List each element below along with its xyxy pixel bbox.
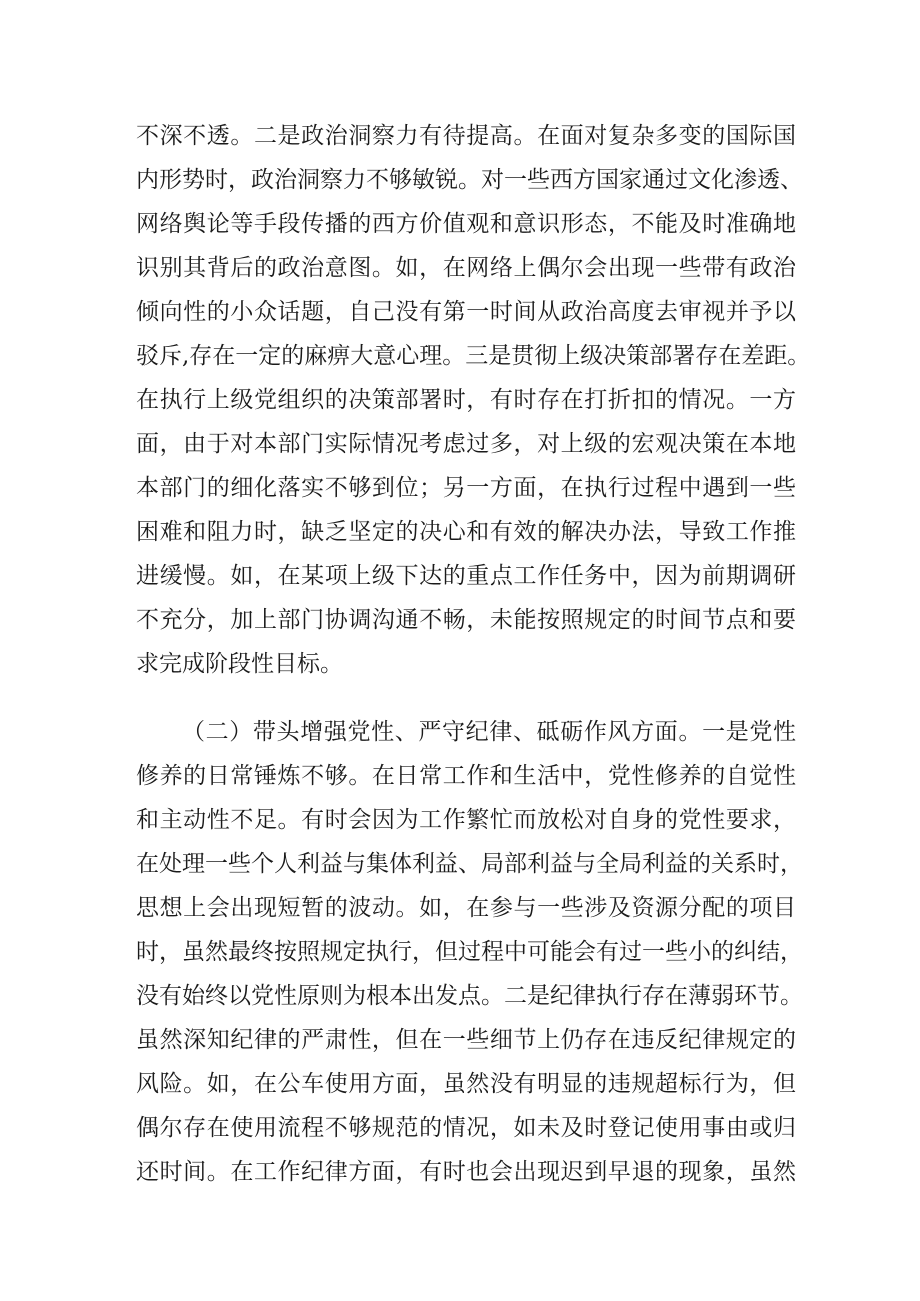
text-line: 还时间。在工作纪律方面，有时也会出现迟到早退的现象，虽然 <box>136 1159 796 1185</box>
text-line: 网络舆论等手段传播的西方价值观和意识形态，不能及时准确地 <box>136 211 796 237</box>
text-line: 时，虽然最终按照规定执行，但过程中可能会有过一些小的纠结， <box>136 939 803 965</box>
text-line: 在执行上级党组织的决策部署时，有时存在打折扣的情况。一方 <box>136 387 796 413</box>
text-line: 进缓慢。如，在某项上级下达的重点工作任务中，因为前期调研 <box>136 563 796 589</box>
section-heading-line: （二）带头增强党性、严守纪律、砥砺作风方面。一是党性 <box>182 719 796 745</box>
paragraph-1 <box>136 114 811 686</box>
text-line: 内形势时，政治洞察力不够敏锐。对一些西方国家通过文化渗透、 <box>136 167 803 193</box>
text-line: 思想上会出现短暂的波动。如，在参与一些涉及资源分配的项目 <box>136 895 796 921</box>
paragraph-2 <box>136 710 803 1194</box>
text-line: 本部门的细化落实不够到位；另一方面，在执行过程中遇到一些 <box>136 475 796 501</box>
text-line: 在处理一些个人利益与集体利益、局部利益与全局利益的关系时， <box>136 851 803 877</box>
text-line: 识别其背后的政治意图。如，在网络上偶尔会出现一些带有政治 <box>136 255 796 281</box>
text-line: 没有始终以党性原则为根本出发点。二是纪律执行存在薄弱环节。 <box>136 983 803 1009</box>
paragraph-gap <box>136 686 796 710</box>
text-line: 不充分，加上部门协调沟通不畅，未能按照规定的时间节点和要 <box>136 607 796 633</box>
text-line: 修养的日常锤炼不够。在日常工作和生活中，党性修养的自觉性 <box>136 763 796 789</box>
text-line: 和主动性不足。有时会因为工作繁忙而放松对自身的党性要求， <box>136 807 796 833</box>
text-line: 困难和阻力时，缺乏坚定的决心和有效的解决办法，导致工作推 <box>136 519 796 545</box>
text-line: 不深不透。二是政治洞察力有待提高。在面对复杂多变的国际国 <box>136 123 796 149</box>
text-line: 驳斥,存在一定的麻痹大意心理。三是贯彻上级决策部署存在差距。 <box>136 343 811 369</box>
text-line: 偶尔存在使用流程不够规范的情况，如未及时登记使用事由或归 <box>136 1115 796 1141</box>
text-line: 倾向性的小众话题，自己没有第一时间从政治高度去审视并予以 <box>136 299 796 325</box>
text-line: 求完成阶段性目标。 <box>136 651 343 677</box>
document-body <box>136 114 811 1194</box>
text-line: 面，由于对本部门实际情况考虑过多，对上级的宏观决策在本地 <box>136 431 796 457</box>
text-line: 风险。如，在公车使用方面，虽然没有明显的违规超标行为，但 <box>136 1071 796 1097</box>
text-line: 虽然深知纪律的严肃性，但在一些细节上仍存在违反纪律规定的 <box>136 1027 796 1053</box>
